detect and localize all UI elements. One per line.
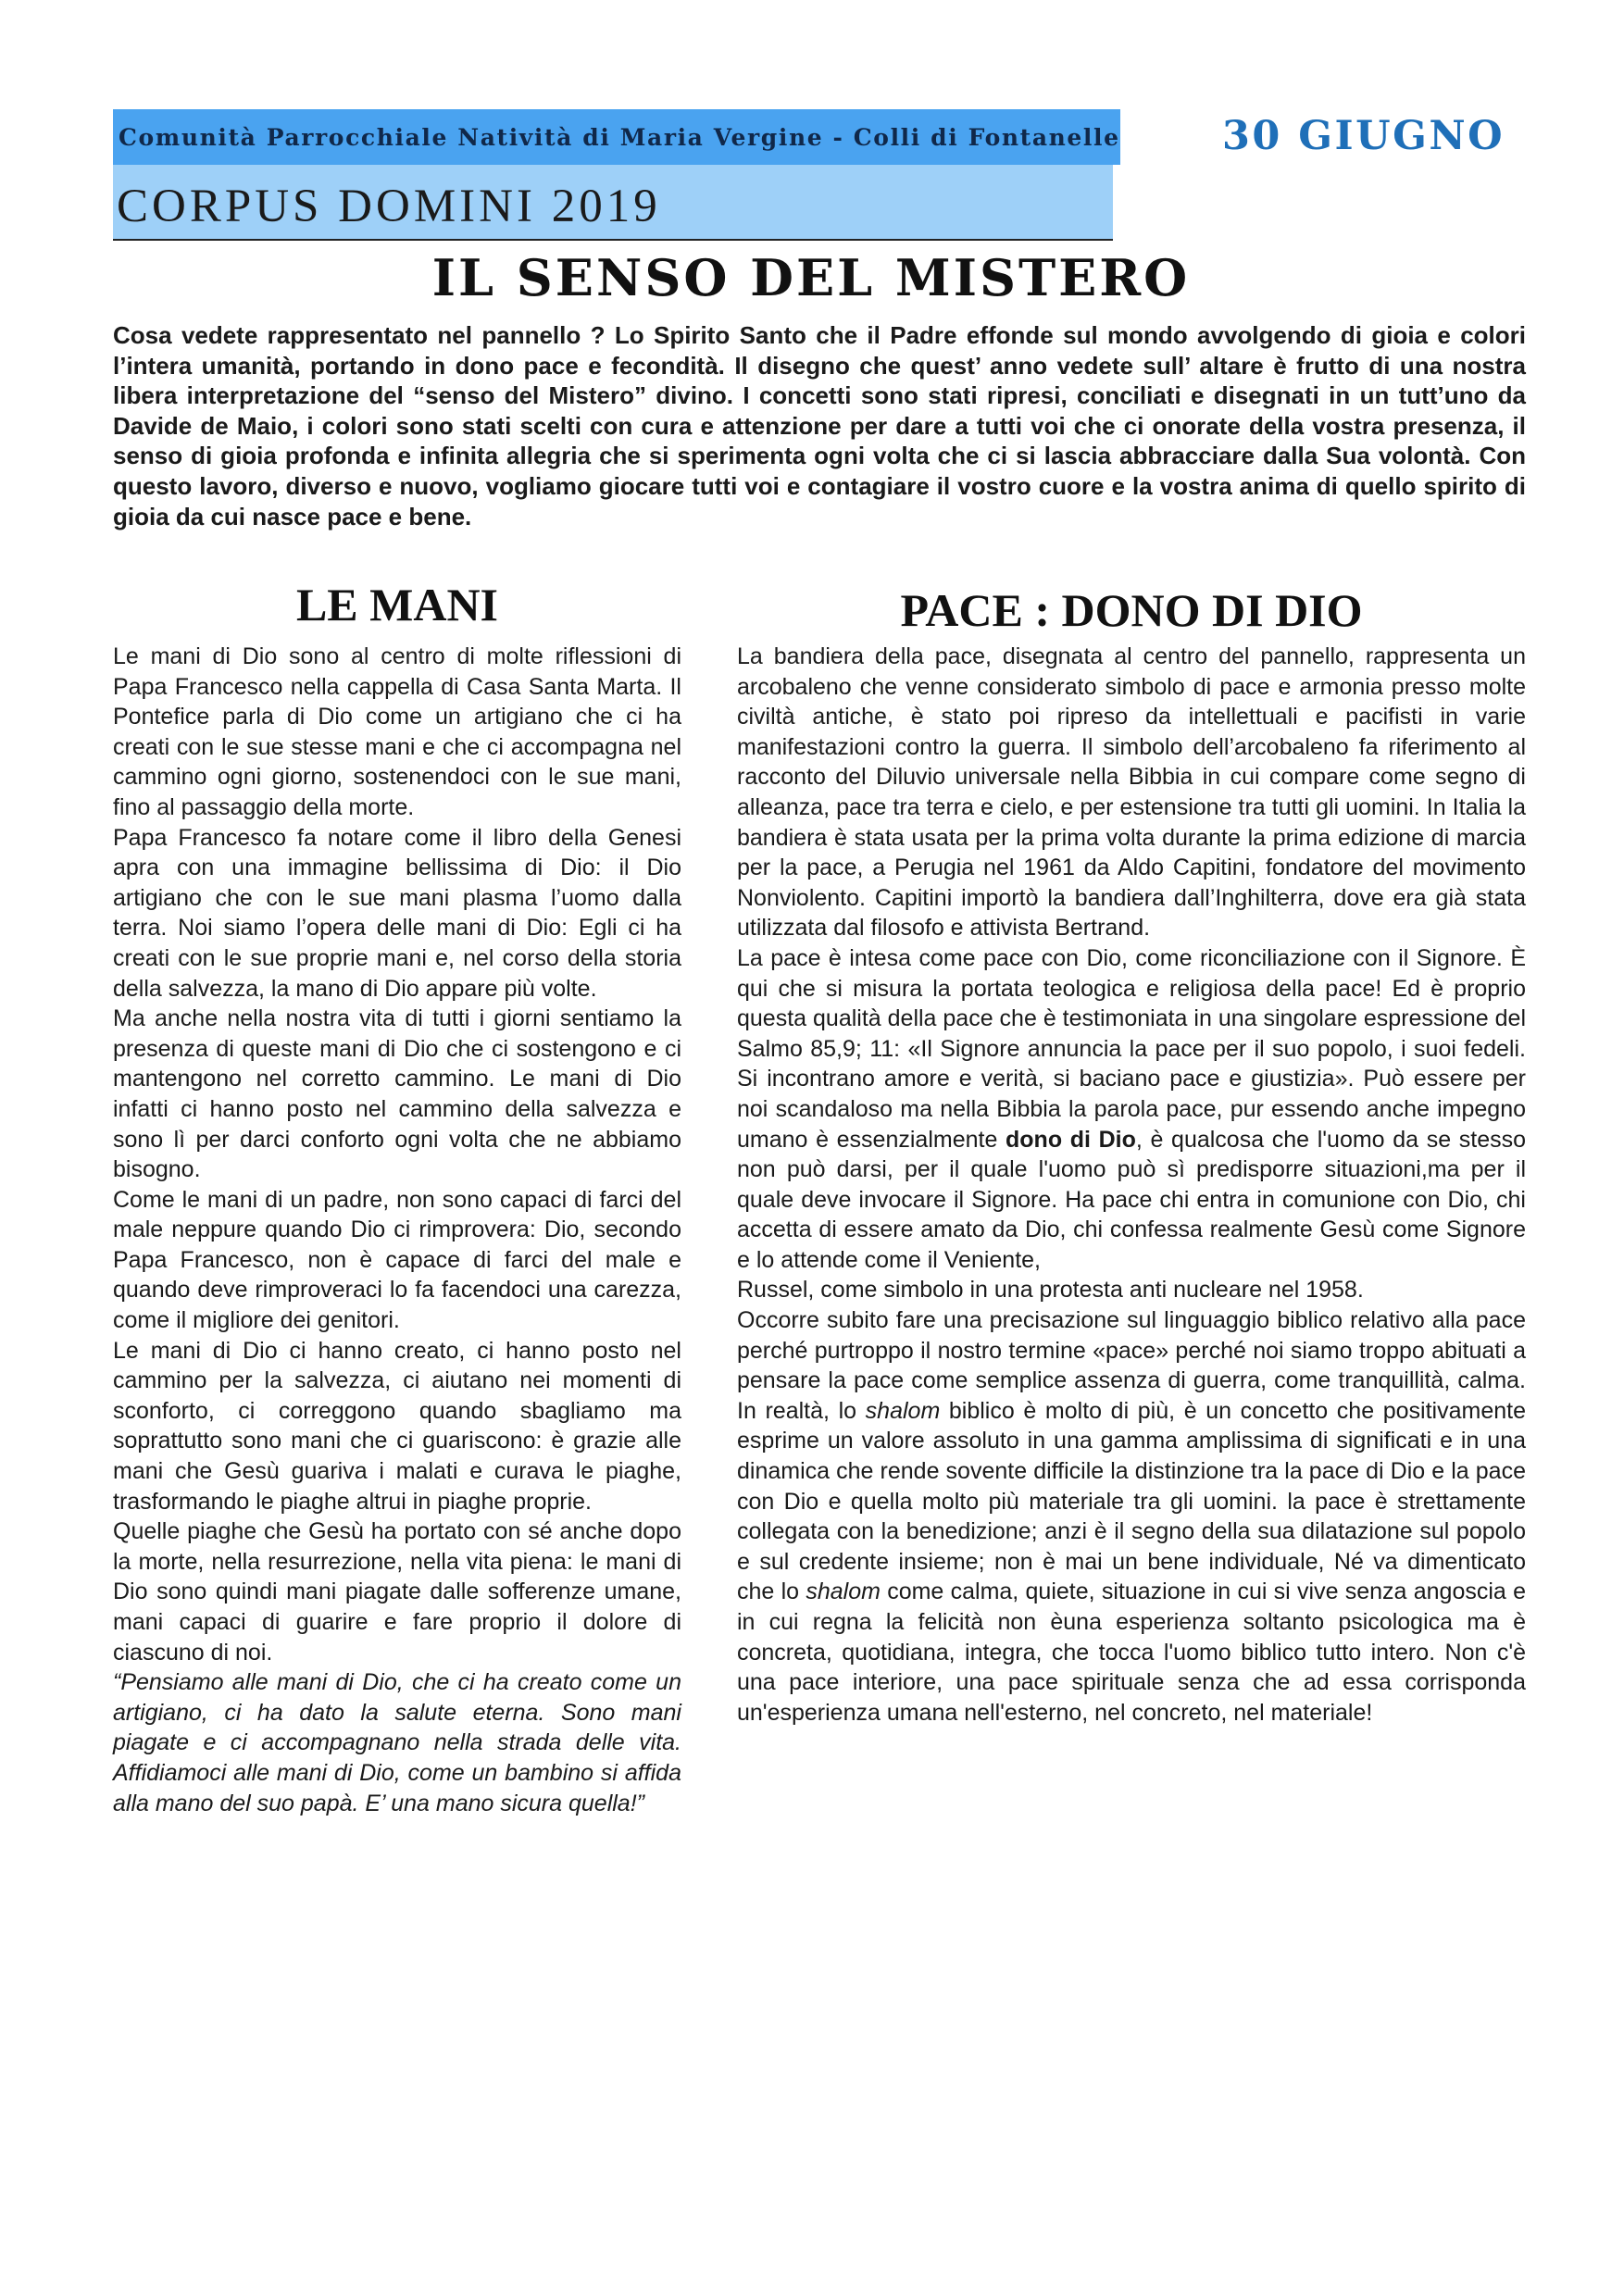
left-paragraph-4: Come le mani di un padre, non sono capaci di farci del male neppure quando Dio ci rimprovera: Dio, secondo Papa Francesco, non è capace di farci del male e quando deve rimproveraci lo fa facendoci una carezza, come il migliore dei genitori. bbox=[113, 1186, 681, 1334]
pope-quote: “Pensiamo alle mani di Dio, che ci ha creato come un artigiano, ci ha dato la salute eterna. Sono mani piagate e ci accompagnano nella strada delle vita. Affidiamoci alle mani di Dio, come un bambino si affida alla mano del suo papà. E’ una mano sicura quella!” bbox=[113, 1669, 681, 1816]
right-paragraph-4-part-a: Occorre subito fare una precisazione sul linguaggio biblico relativo alla pace perché purtroppo il nostro termine «pace» perché noi siamo troppo abituati a pensare la pace come semplice assenza di guerra, come tranquillità, calma. In realtà, lo bbox=[737, 1307, 1526, 1424]
page-headline: IL SENSO DEL MISTERO bbox=[431, 248, 1191, 307]
shalom-term-1: shalom bbox=[865, 1397, 941, 1424]
right-paragraph-2-start: La pace è intesa come pace con Dio, come riconciliazione con il Signore. È qui che si misura la portata teologica e religiosa della pace! Ed è proprio questa qualità della pace che è testimoniata in una singolare espressione del Salmo 85,9; 11: «Il Signore annuncia la pace per il suo popolo, i suoi fedeli. Si incontrano amore e verità, si baciano pace e giustizia». Può essere per noi scandaloso ma nella Bibbia la parola pace, pur essendo anche impegno umano è essenzialmente bbox=[737, 944, 1526, 1153]
left-paragraph-2: Papa Francesco fa notare come il libro della Genesi apra con una immagine bellissima di Dio: il Dio artigiano che con le sue mani plasma l’uomo dalla terra. Noi siamo l’opera delle mani di Dio: Egli ci ha creati con le sue proprie mani e, nel corso della storia della salvezza, la mano di Dio appare più volte. bbox=[113, 824, 681, 1002]
right-column bbox=[737, 642, 1526, 1728]
right-paragraph-4 bbox=[737, 1305, 1526, 1728]
right-paragraph-3: Russel, come simbolo in una protesta anti nucleare nel 1958. bbox=[737, 1277, 1364, 1304]
issue-title-banner bbox=[113, 165, 1113, 241]
right-column-title: PACE : DONO DI DIO bbox=[900, 584, 1363, 636]
intro-paragraph: Cosa vedete rappresentato nel pannello ? Lo Spirito Santo che il Padre effonde sul mondo avvolgendo di gioia e colori l’intera umanità, portando in dono pace e fecondità. Il disegno che quest’ anno vedete sull’ altare è frutto di una nostra libera interpretazione del “senso del Mistero” divino. I concetti sono stati ripresi, conciliati e disegnati in un tutt’uno da Davide de Maio, i colori sono stati scelti con cura e attenzione per dare a tutti voi che ci onorate della vostra presenza, il senso di gioia profonda e infinita allegria che si sperimenta ogni volta che ci si lascia abbracciare dalla Sua volontà. Con questo lavoro, diverso e nuovo, vogliamo giocare tutti voi e contagiare il vostro cuore e la vostra anima di quello spirito di gioia da cui nasce pace e bene. bbox=[113, 321, 1526, 530]
parish-name: Comunità Parrocchiale Natività di Maria Vergine - Colli di Fontanelle bbox=[119, 123, 1120, 151]
left-paragraph-6: Quelle piaghe che Gesù ha portato con sé anche dopo la morte, nella resurrezione, nella vita piena: le mani di Dio sono quindi mani piagate dalle sofferenze umane, mani capaci di guarire e fare proprio il dolore di ciascuno di noi. bbox=[113, 1518, 681, 1666]
right-paragraph-4-part-b: biblico è molto di più, è un concetto che positivamente esprime un valore assoluto in una gamma amplissima di significati e in una dinamica che rende sovente difficile la distinzione tra la pace di Dio e la pace con Dio e quella molto più materiale tra gli uomini. la pace è strettamente collegata con la benedizione; anzi è il segno della sua dilatazione sul popolo e sul credente insieme; non è mai un bene individuale, Né va dimenticato che lo bbox=[737, 1397, 1526, 1605]
left-paragraph-1: Le mani di Dio sono al centro di molte riflessioni di Papa Francesco nella cappella di Casa Santa Marta. Il Pontefice parla di Dio come un artigiano che ci ha creati con le sue stesse mani e che ci accompagna nel cammino ogni giorno, sostenendoci con le sue mani, fino al passaggio della morte. bbox=[113, 643, 681, 820]
issue-title: CORPUS DOMINI 2019 bbox=[117, 181, 661, 232]
right-paragraph-2-end: , è qualcosa che l'uomo da se stesso non può darsi, per il quale l'uomo può sì predisporre situazioni,ma per il quale deve invocare il Signore. Ha pace chi entra in comunione con Dio, chi accetta di essere amato da Dio, chi confessa realmente Gesù come Signore e lo attende come il Veniente, bbox=[737, 1126, 1527, 1273]
left-column bbox=[113, 642, 681, 1818]
right-paragraph-4-part-c: come calma, quiete, situazione in cui si vive senza angoscia e in cui regna la felicità non èuna esperienza soltanto psicologica ma è concreta, quotidiana, integra, che tocca l'uomo biblico tutto intero. Non c'è una pace interiore, una pace spirituale senza che ad essa corrisponda un'esperienza umana nell'esterno, nel concreto, nel materiale! bbox=[737, 1578, 1526, 1726]
left-column-title: LE MANI bbox=[295, 579, 499, 630]
dono-di-dio-emphasis: dono di Dio bbox=[1006, 1126, 1136, 1153]
left-paragraph-5: Le mani di Dio ci hanno creato, ci hanno posto nel cammino per la salvezza, ci aiutano nei momenti di sconforto, ci correggono quando sbagliamo ma soprattutto sono mani che ci guariscono: è grazie alle mani che Gesù guariva i malati e curava le piaghe, trasformando le piaghe altrui in piaghe proprie. bbox=[113, 1337, 681, 1515]
right-paragraph-1: La bandiera della pace, disegnata al centro del pannello, rappresenta un arcobaleno che venne considerato simbolo di pace e armonia presso molte civiltà antiche, è stato poi ripreso da intellettuali e pacifisti in varie manifestazioni contro la guerra. Il simbolo dell’arcobaleno fa riferimento al racconto del Diluvio universale nella Bibbia in cui compare come segno di alleanza, pace tra terra e cielo, e per estensione tra tutti gli uomini. In Italia la bandiera è stata usata per la prima volta durante la prima edizione di marcia per la pace, a Perugia nel 1961 da Aldo Capitini, fondatore del movimento Nonviolento. Capitini importò la bandiera dall’Inghilterra, dove era già stata utilizzata dal filosofo e attivista Bertrand. bbox=[737, 643, 1526, 942]
left-paragraph-3: Ma anche nella nostra vita di tutti i giorni sentiamo la presenza di queste mani di Dio che ci sostengono e ci mantengono nel corretto cammino. Le mani di Dio infatti ci hanno posto nel cammino della salvezza e sono lì per darci conforto ogni volta che ne abbiamo bisogno. bbox=[113, 1005, 681, 1183]
right-paragraph-2 bbox=[737, 943, 1526, 1276]
shalom-term-2: shalom bbox=[806, 1578, 881, 1605]
issue-date: 30 GIUGNO bbox=[1222, 113, 1505, 159]
parish-banner bbox=[113, 109, 1120, 165]
